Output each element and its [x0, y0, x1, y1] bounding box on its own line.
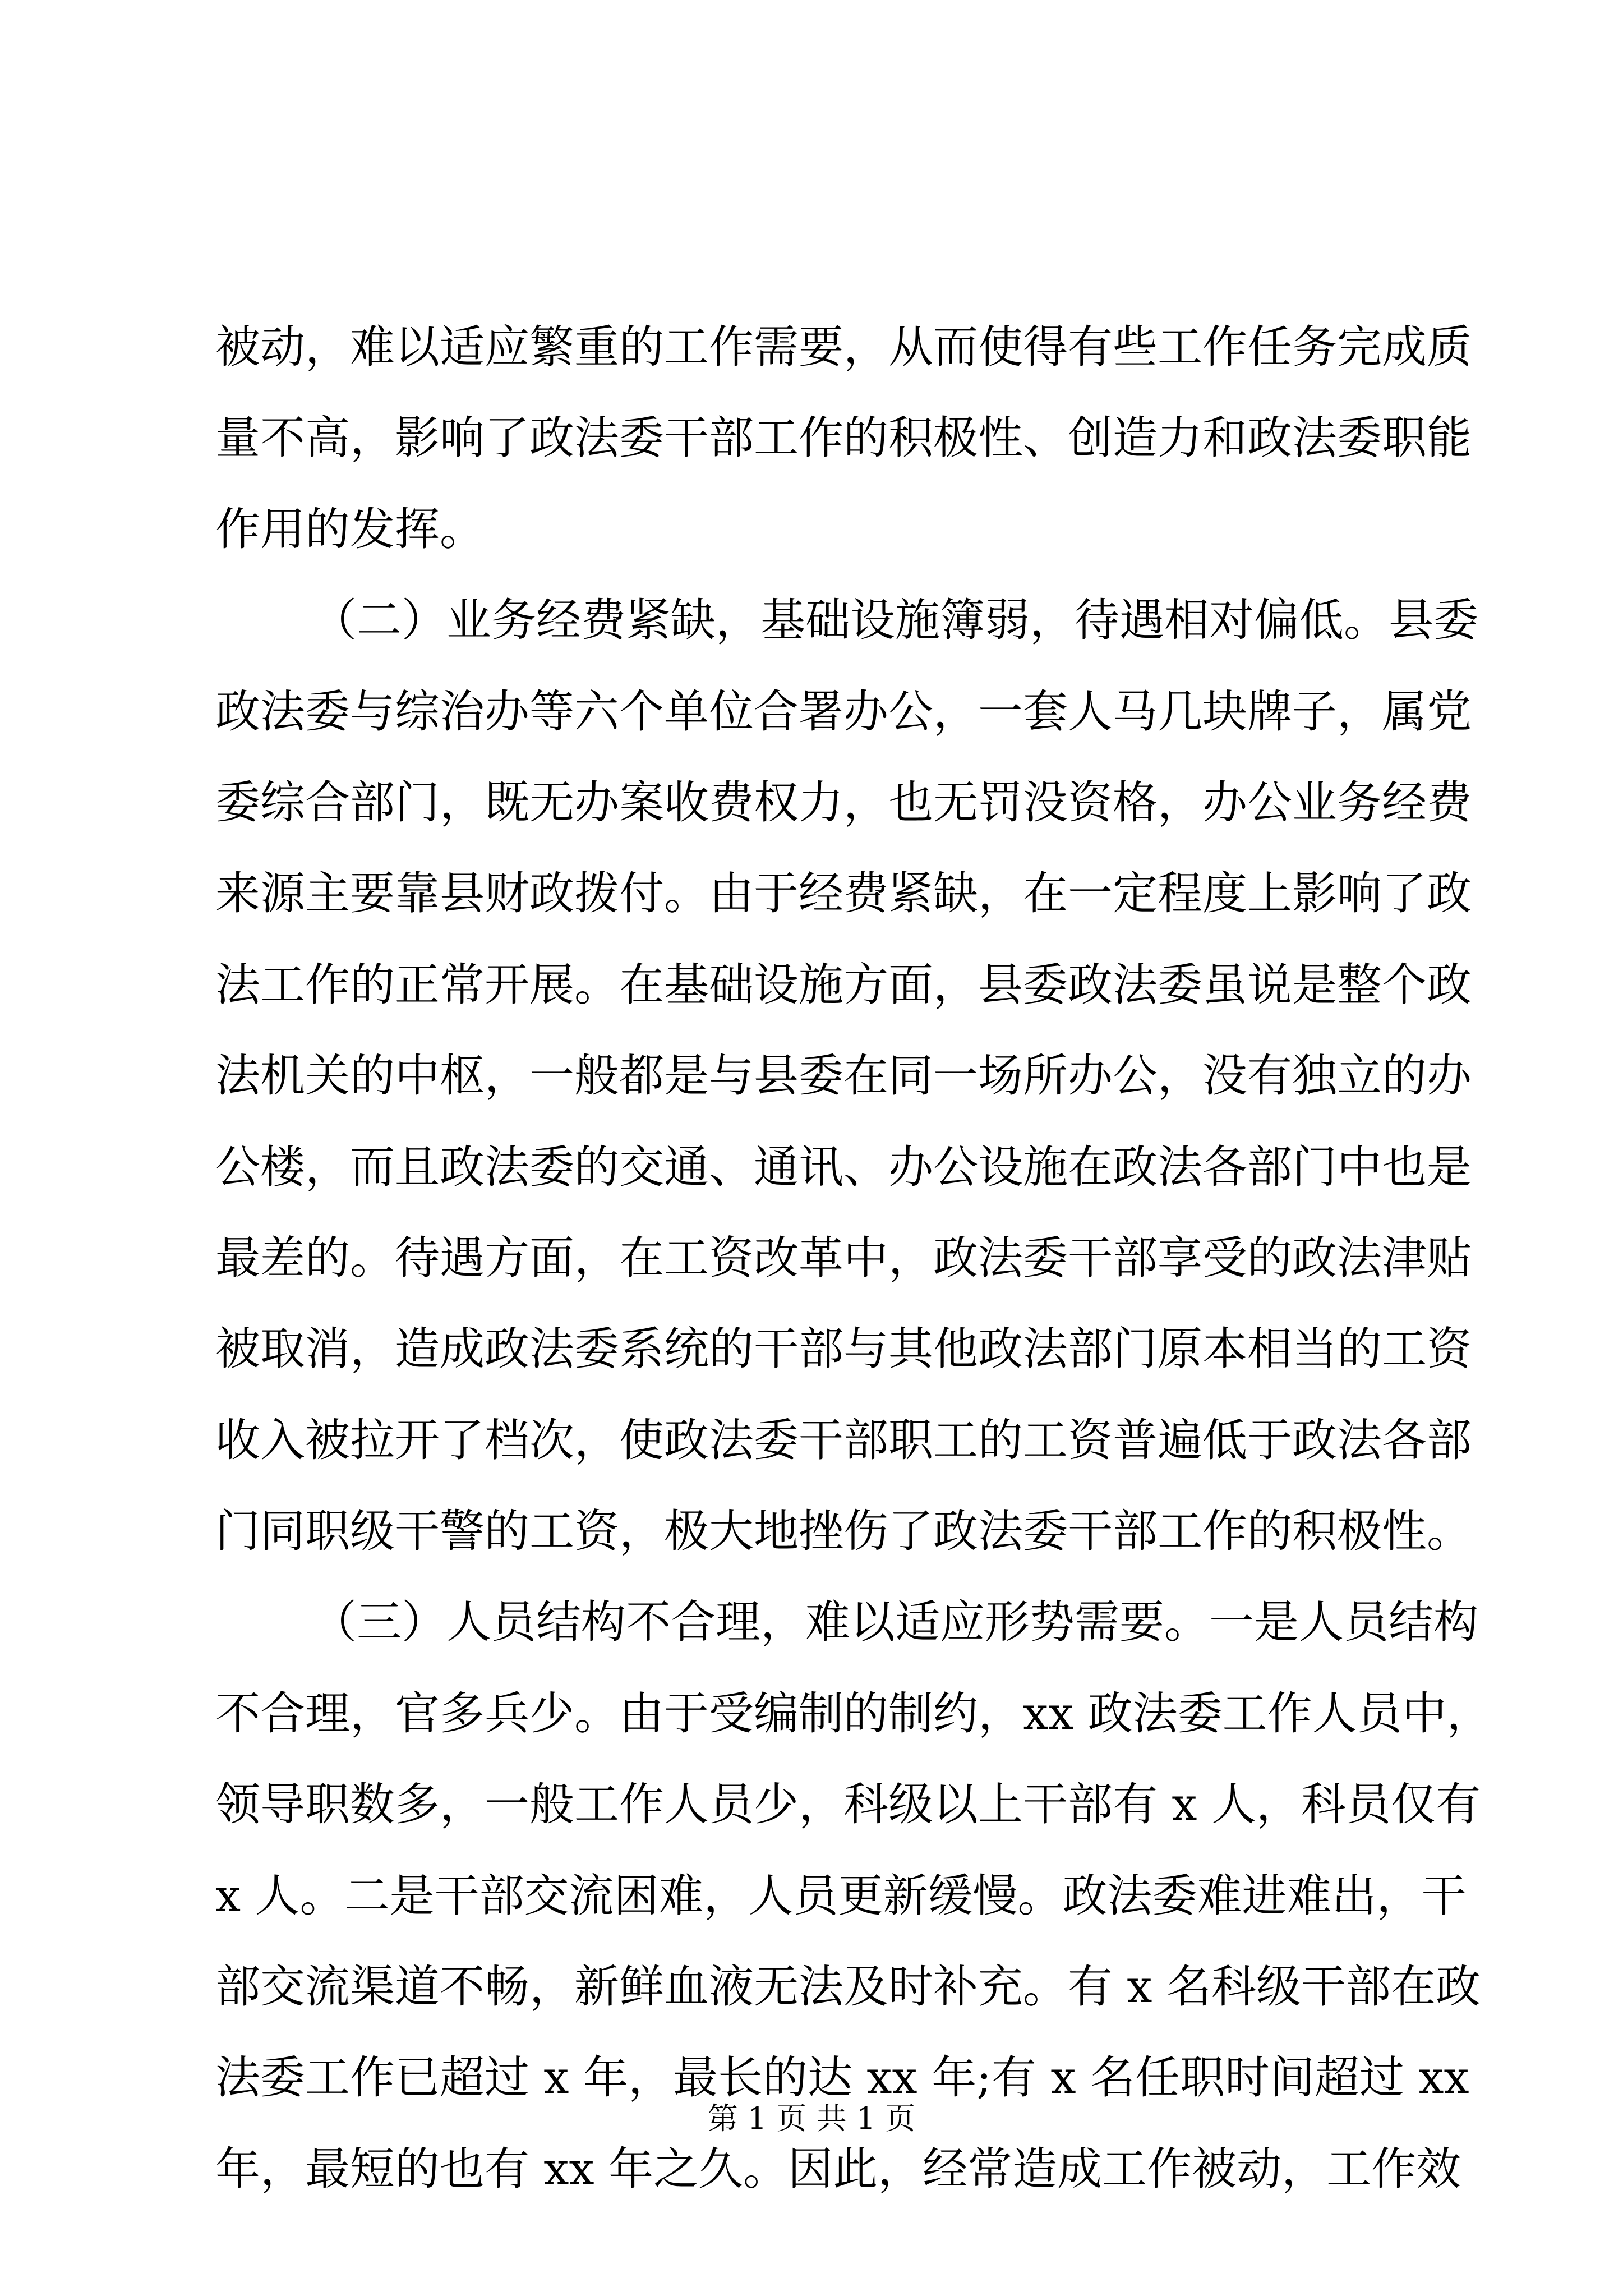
- text-line: 政法委与综治办等六个单位合署办公，一套人马几块牌子，属党: [215, 685, 1472, 738]
- text-line: x 人。二是干部交流困难，人员更新缓慢。政法委难进难出，干: [215, 1869, 1467, 1922]
- text-line: 收入被拉开了档次，使政法委干部职工的工资普遍低于政法各部: [215, 1414, 1472, 1466]
- text-line: 法委工作已超过 x 年，最长的达 xx 年;有 x 名任职时间超过 xx: [215, 2051, 1469, 2104]
- text-line: 法机关的中枢，一般都是与县委在同一场所办公，没有独立的办: [215, 1050, 1472, 1102]
- text-line: 年，最短的也有 xx 年之久。因此，经常造成工作被动，工作效: [215, 2142, 1461, 2195]
- paragraph-heading-line: （二）业务经费紧缺，基础设施簿弱，待遇相对偏低。县委: [312, 594, 1478, 647]
- text-line: 门同职级干警的工资，极大地挫伤了政法委干部工作的积极性。: [215, 1505, 1472, 1558]
- text-line: 被取消，造成政法委系统的干部与其他政法部门原本相当的工资: [215, 1323, 1472, 1375]
- text-line: 公楼，而且政法委的交通、通讯、办公设施在政法各部门中也是: [215, 1140, 1472, 1193]
- text-line: 最差的。待遇方面，在工资改革中，政法委干部享受的政法津贴: [215, 1231, 1472, 1284]
- text-line: 领导职数多，一般工作人员少，科级以上干部有 x 人，科员仅有: [215, 1778, 1481, 1831]
- text-line: 委综合部门，既无办案收费权力，也无罚没资格，办公业务经费: [215, 776, 1472, 829]
- text-line: 作用的发挥。: [215, 503, 485, 555]
- text-line: 被动，难以适应繁重的工作需要，从而使得有些工作任务完成质: [215, 321, 1472, 373]
- page-number-label: 第 1 页 共 1 页: [707, 2101, 916, 2136]
- text-line: 不合理，官多兵少。由于受编制的制约，xx 政法委工作人员中，: [215, 1687, 1492, 1740]
- body-text: [215, 302, 1492, 2215]
- page-footer: [0, 2099, 1623, 2138]
- text-line: 部交流渠道不畅，新鲜血液无法及时补充。有 x 名科级干部在政: [215, 1961, 1481, 2013]
- text-line: 法工作的正常开展。在基础设施方面，县委政法委虽说是整个政: [215, 958, 1472, 1011]
- text-line: 来源主要靠县财政拨付。由于经费紧缺，在一定程度上影响了政: [215, 867, 1472, 920]
- text-line: 量不高，影响了政法委干部工作的积极性、创造力和政法委职能: [215, 412, 1472, 464]
- paragraph-heading-line: （三）人员结构不合理，难以适应形势需要。一是人员结构: [312, 1596, 1478, 1649]
